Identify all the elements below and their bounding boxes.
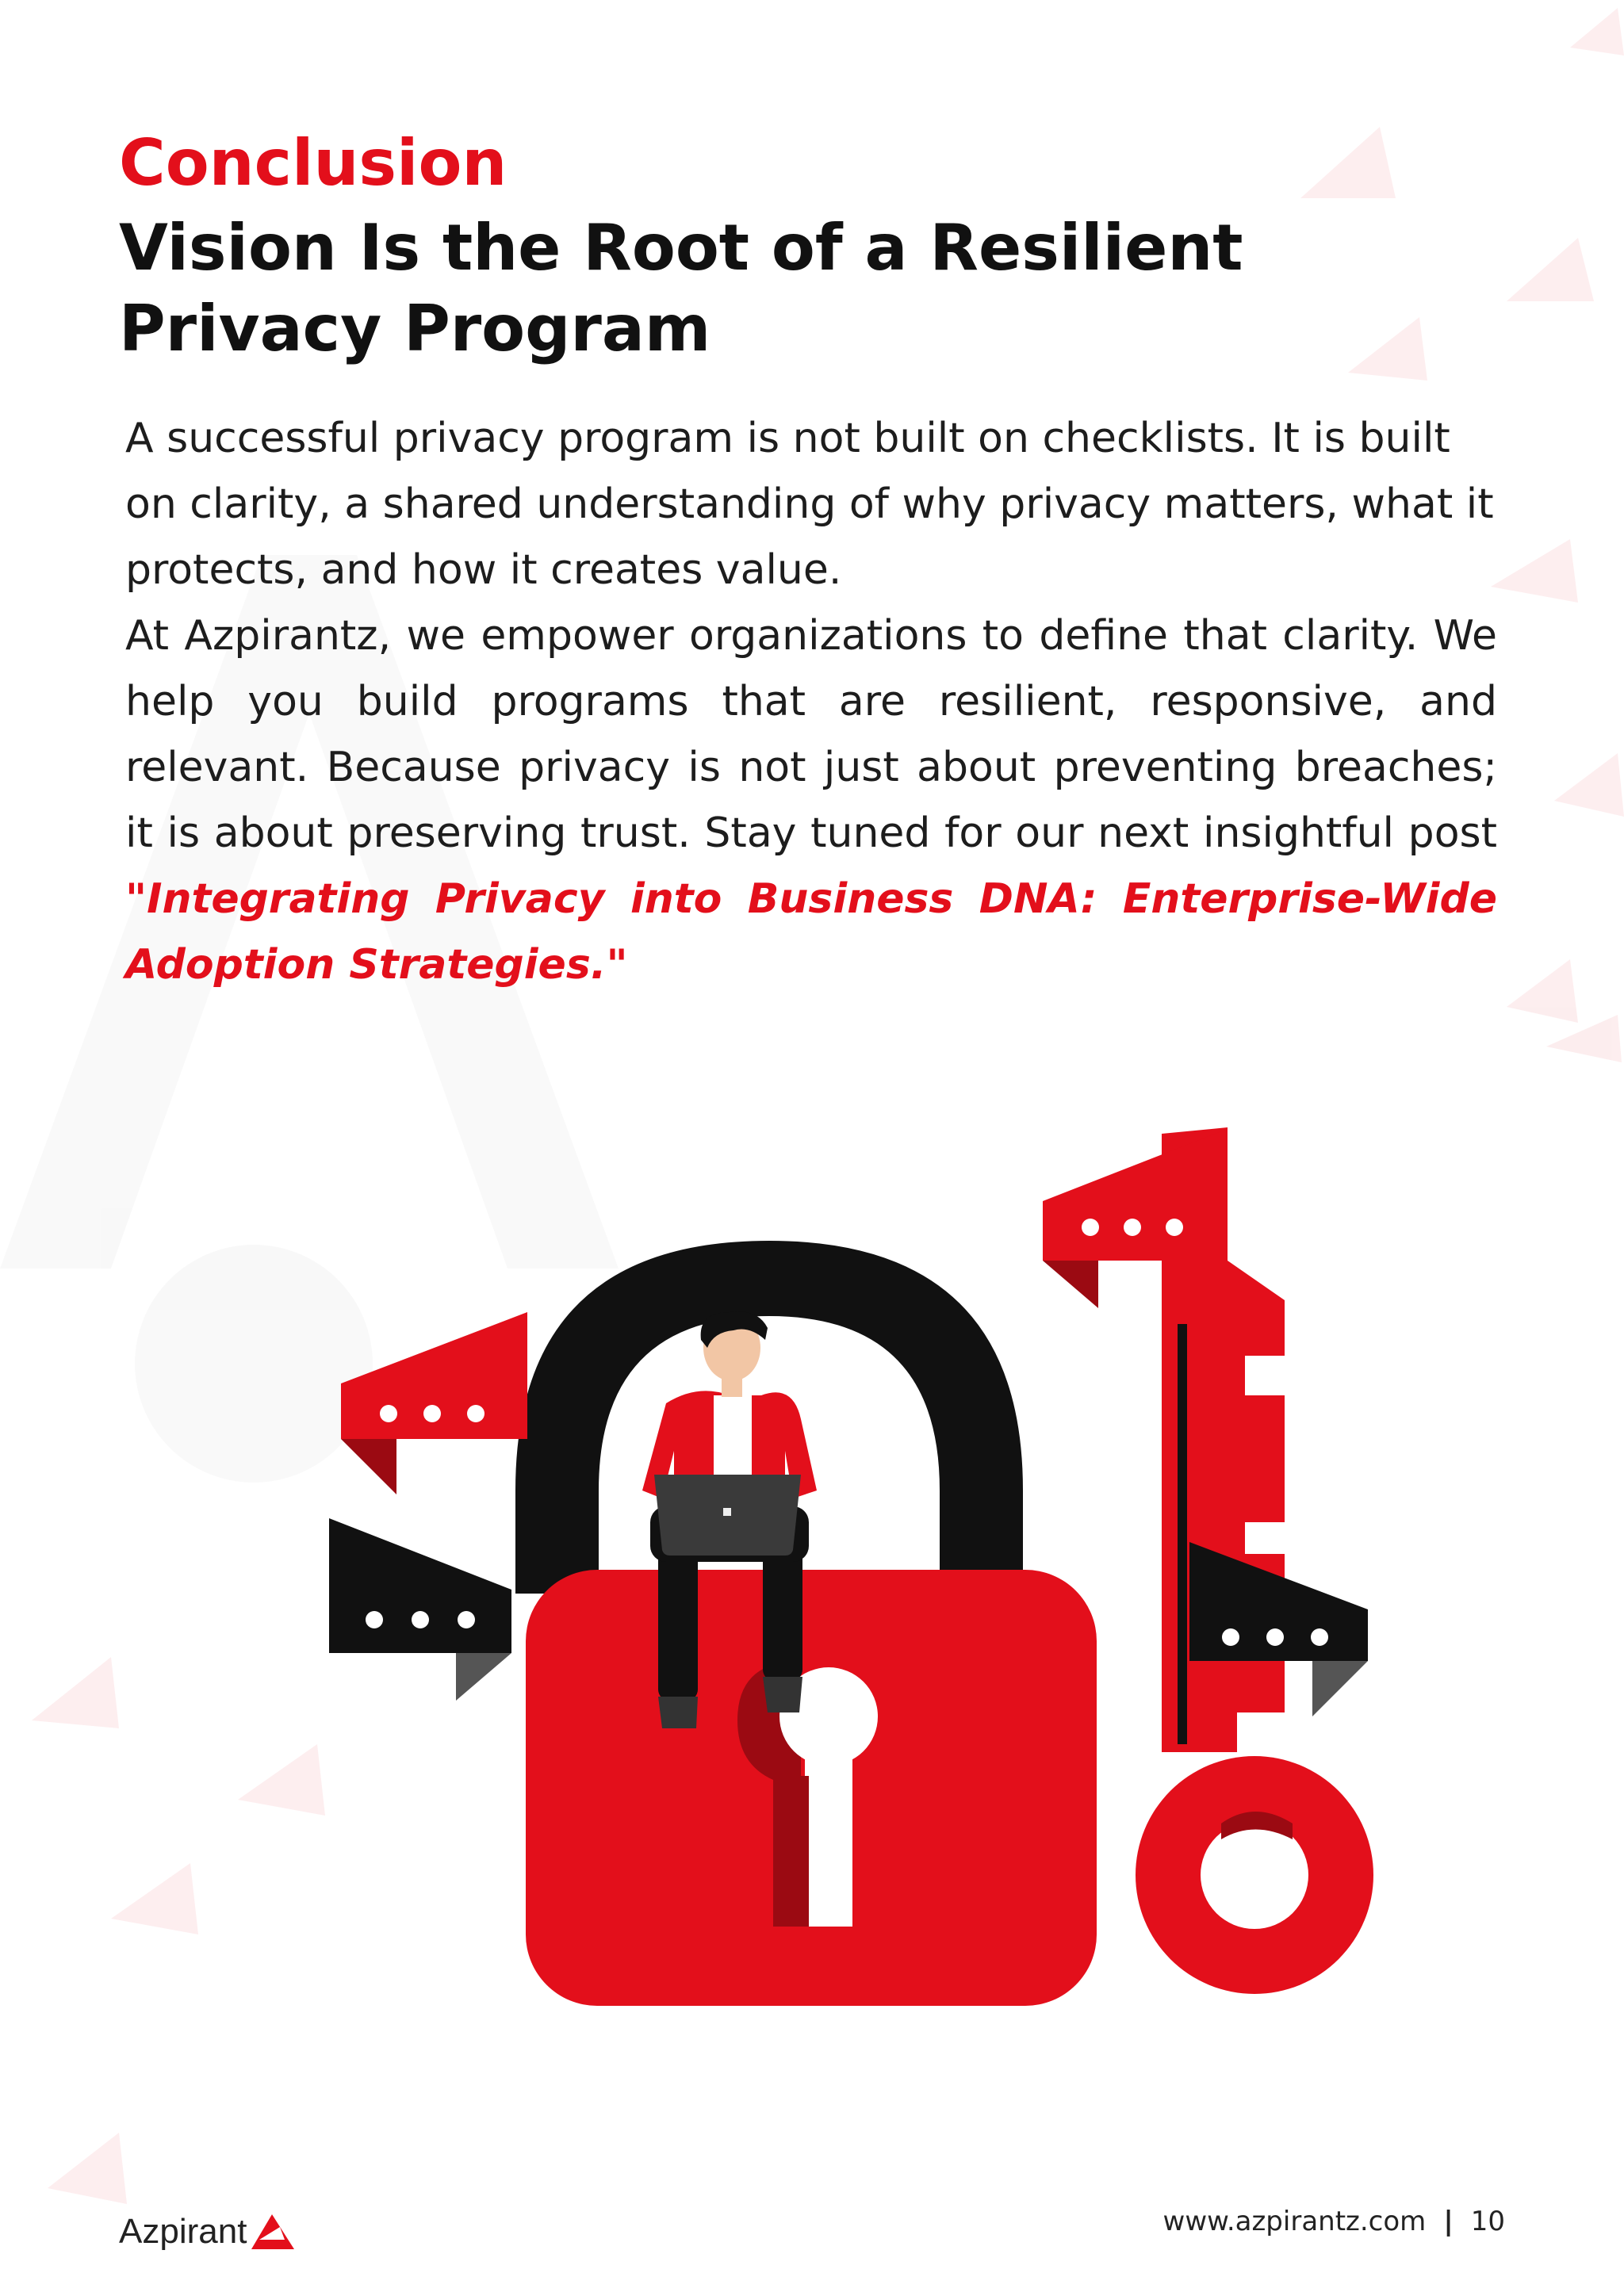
laptop-icon bbox=[654, 1475, 801, 1556]
paragraph-1: A successful privacy program is not built on checklists. It is built on clarity, a shared understanding of why privacy matters, what it protects, and how it creates value. bbox=[125, 415, 1494, 594]
page-number: 10 bbox=[1470, 2206, 1505, 2237]
padlock-icon bbox=[515, 1241, 1097, 2006]
page-title: Vision Is the Root of a Resilient Privacy Program bbox=[119, 211, 1243, 366]
brand-wordmark: Azpirant bbox=[119, 2212, 247, 2251]
website-link[interactable]: www.azpirantz.com bbox=[1162, 2206, 1427, 2237]
paragraph-2-text: At Azpirantz, we empower organizations to define that clarity. We help you build programs that are resilient, responsive, and relevant. Because privacy is not just about preventing breaches; it is about preserving trust. Stay tuned for our next insightful post bbox=[125, 612, 1497, 857]
next-post-title: "Integrating Privacy into Business DNA: Enterprise-Wide Adoption Strategies." bbox=[125, 875, 1497, 989]
footer-separator: | bbox=[1443, 2206, 1454, 2237]
brand-logo bbox=[119, 2204, 297, 2260]
section-label: Conclusion bbox=[119, 126, 508, 200]
footer-info bbox=[1163, 2206, 1505, 2237]
logo-triangle-icon bbox=[248, 2211, 297, 2252]
